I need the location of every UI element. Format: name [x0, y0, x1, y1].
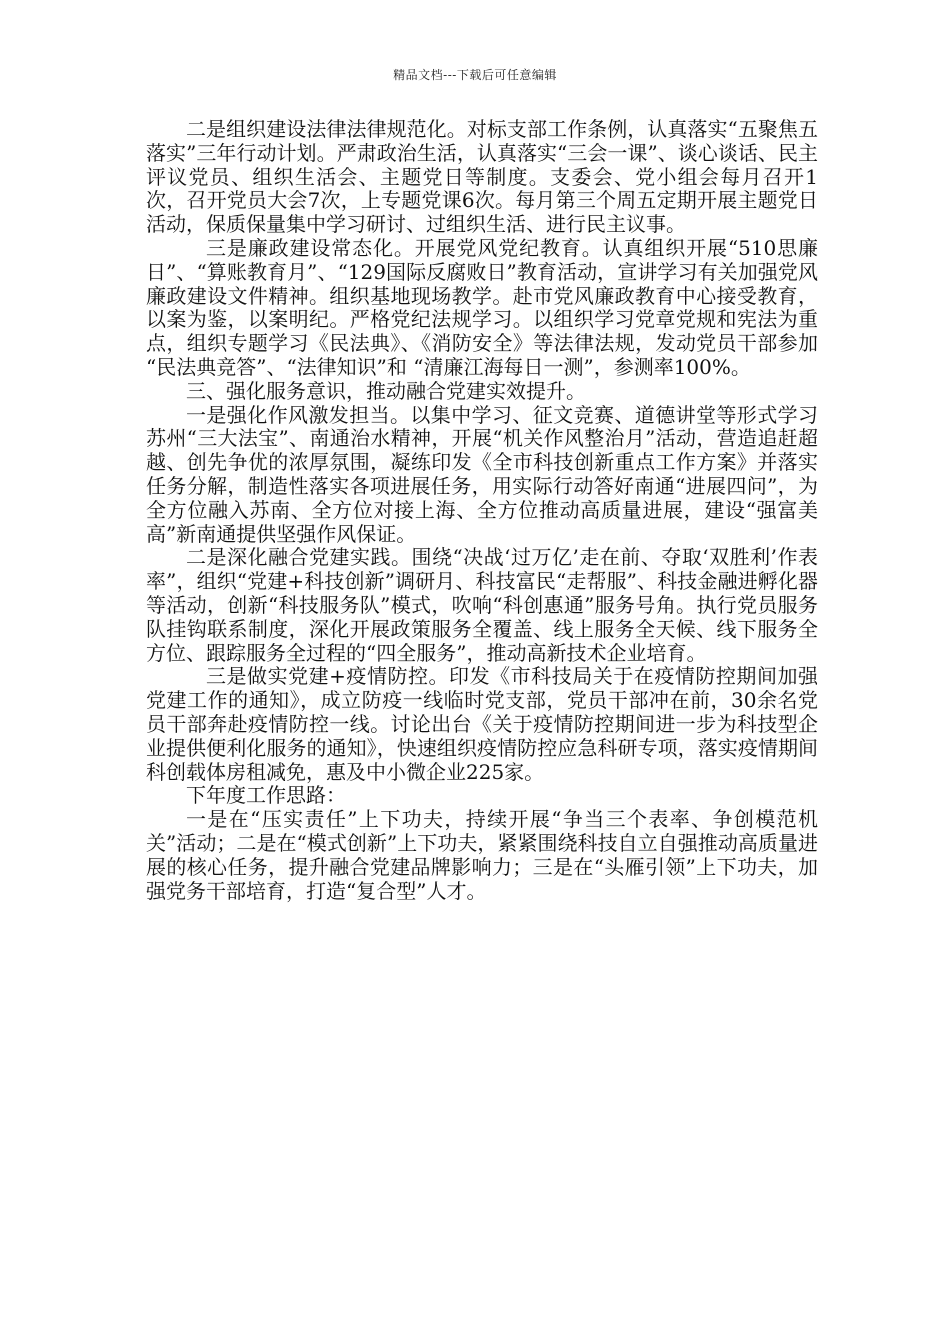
paragraph-clean-government: 三是廉政建设常态化。开展党风党纪教育。认真组织开展“510思廉日”、“算账教育月”、“129国际反腐败日”教育活动，宣讲学习有关加强党风廉政建设文件精神。组织基地现场教学。赴市党风廉政教育中心接受教育，以案为鉴，以案明纪。严格党纪法规学习。以组织学习党章党规和宪法为重点，组织专题学习《民法典》、《消防安全》等法律法规，发动党员干部参加 “民法典竞答”、“法律知识”和 “清廉江海每日一测”，参测率100%。 — [146, 235, 818, 379]
paragraph-work-style: 一是强化作风激发担当。以集中学习、征文竞赛、道德讲堂等形式学习苏州“三大法宝”、南通治水精神，开展“机关作风整治月”活动，营造追赶超越、创先争优的浓厚氛围，凝练印发《全市科技创新重点工作方案》并落实任务分解，制造性落实各项进展任务，用实际行动答好南通“进展四问”，为全方位融入苏南、全方位对接上海、全方位推动高质量进展，建设“强富美高”新南通提供坚强作风保证。 — [146, 402, 818, 546]
paragraph-organization-building: 二是组织建设法律法律规范化。对标支部工作条例，认真落实“五聚焦五落实”三年行动计划。严肃政治生活，认真落实“三会一课”、谈心谈话、民主评议党员、组织生活会、主题党日等制度。支委会、党小组会每月召开1次，召开党员大会7次，上专题党课6次。每月第三个周五定期开展主题党日活动，保质保量集中学习研讨、过组织生活、进行民主议事。 — [146, 117, 818, 237]
page-header: 精品文档---下载后可任意编辑 — [393, 68, 557, 82]
section-heading-next-year: 下年度工作思路： — [186, 783, 346, 808]
paragraph-next-year-plan: 一是在“压实责任”上下功夫，持续开展“争当三个表率、争创模范机关”活动；二是在“模式创新”上下功夫，紧紧围绕科技自立自强推动高质量进展的核心任务，提升融合党建品牌影响力；三是在“头雁引领”上下功夫，加强党务干部培育，打造“复合型”人才。 — [146, 807, 818, 903]
paragraph-epidemic-prevention: 三是做实党建+疫情防控。印发《市科技局关于在疫情防控期间加强党建工作的通知》，成立防疫一线临时党支部，党员干部冲在前，30余名党员干部奔赴疫情防控一线。讨论出台《关于疫情防控期间进一步为科技型企业提供便利化服务的通知》，快速组织疫情防控应急科研专项，落实疫情期间科创载体房租减免，惠及中小微企业225家。 — [146, 664, 818, 784]
document-body — [146, 118, 818, 903]
paragraph-integrated-party-building: 二是深化融合党建实践。围绕“决战‘过万亿’走在前、夺取‘双胜利’作表率”，组织“党建+科技创新”调研月、科技富民“走帮服”、科技金融进孵化器等活动，创新“科技服务队”模式，吹响“科创惠通”服务号角。执行党员服务队挂钩联系制度，深化开展政策服务全覆盖、线上服务全天候、线下服务全方位、跟踪服务全过程的“四全服务”，推动高新技术企业培育。 — [146, 545, 818, 665]
section-heading-service-awareness: 三、强化服务意识，推动融合党建实效提升。 — [186, 378, 586, 403]
